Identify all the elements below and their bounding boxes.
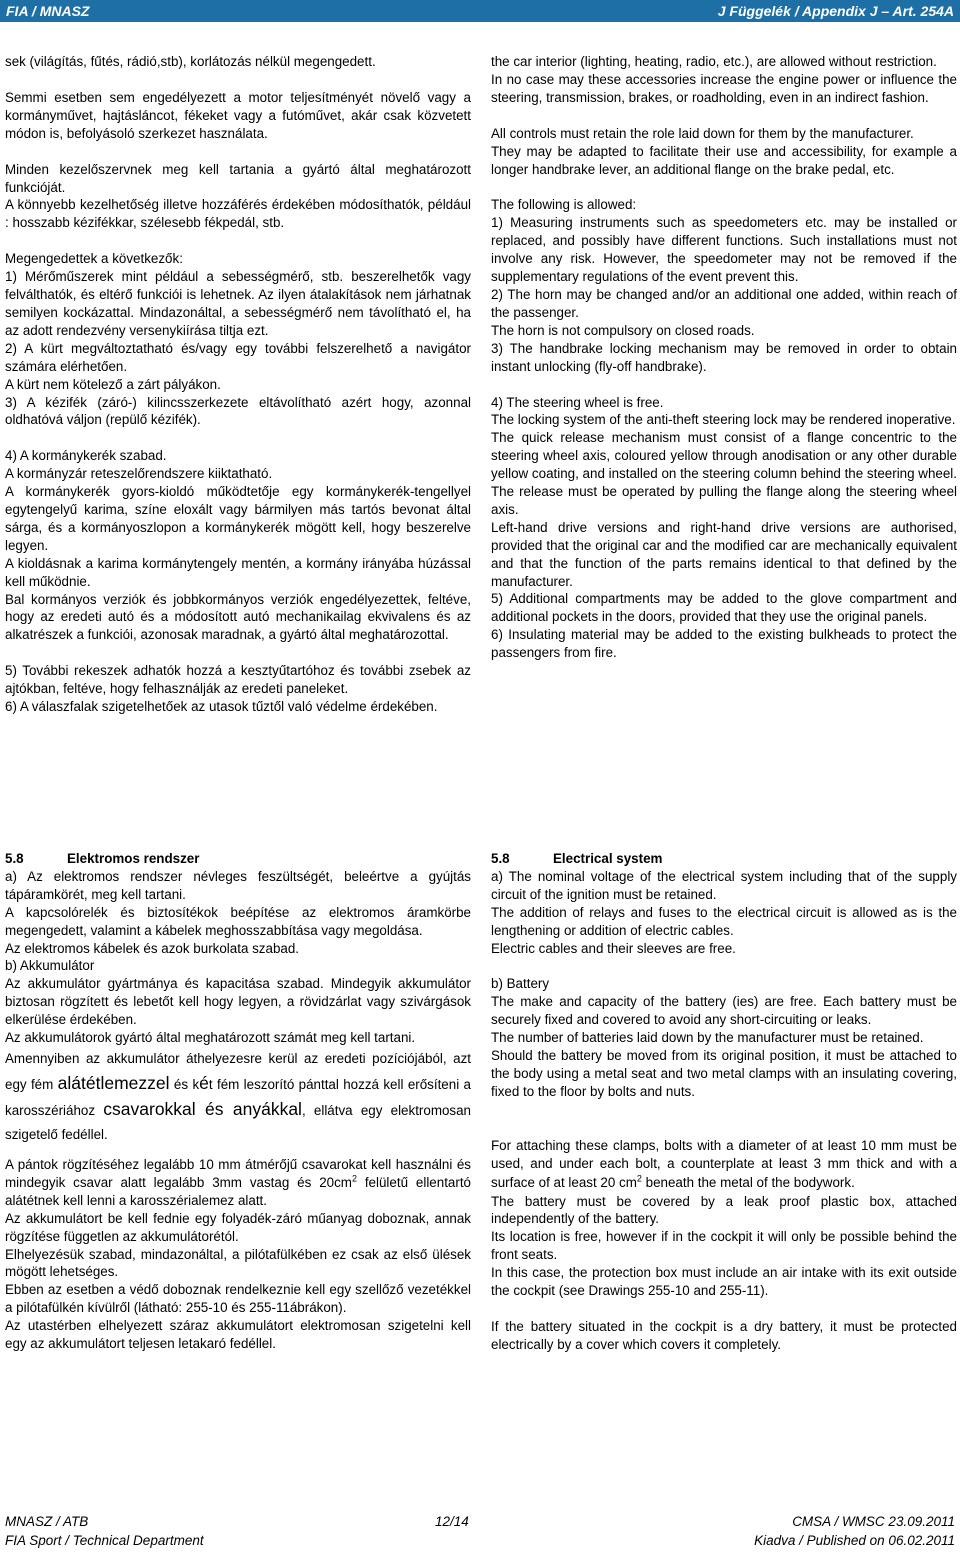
paragraph: Electric cables and their sleeves are free. [491, 940, 736, 956]
paragraph: Bal kormányos verziók és jobbkormányos verziók engedélyezettek, feltéve, hogy az eredeti autó és a módosított autó mechanikailag ekvivalens és az alkatrészek a funkciói, azonosak maradnak, a gyártó által meghatározottal. [5, 591, 471, 643]
paragraph: A kormányzár reteszelőrendszere kiiktatható. [5, 466, 273, 482]
section-heading: 5.8 Electrical system [491, 851, 663, 866]
paragraph: Az utastérben elhelyezett száraz akkumulátort elektromosan szigetelni kell egy az akkumulátort teljesen letakaró fedéllel. [5, 1318, 471, 1352]
paragraph: 2) The horn may be changed and/or an additional one added, within reach of the passenger. [491, 286, 957, 320]
paragraph: sek (világítás, fűtés, rádió,stb), korlátozás nélkül megengedett. [5, 54, 376, 69]
right-column-top [491, 53, 957, 662]
paragraph: b) Battery [491, 976, 550, 992]
paragraph: 1) Measuring instruments such as speedometers etc. may be installed or replaced, and possibly have different functions. Such installations must not involve any risk. However, the speedometer may not be removed if the supplementary regulations of the event prevent this. [491, 215, 957, 285]
paragraph: A kioldásnak a karima kormánytengely mentén, a kormány irányába húzással kell működnie. [5, 555, 471, 589]
header-right: J Függelék / Appendix J – Art. 254A [717, 3, 954, 19]
paragraph: All controls must retain the role laid down for them by the manufacturer. [491, 125, 914, 141]
paragraph: Ebben az esetben a védő doboznak rendelkeznie kell egy szellőző vezetékkel a pilótafülkén kívülről (látható: 255-10 és 255-11ábrákon). [5, 1282, 471, 1316]
paragraph: Az akkumulátor gyártmánya és kapacitása szabad. Mindegyik akkumulátor biztosan rögzített és lebetőt kell hogy legyen, a rövidzárlat vagy szivárgások elkerülése érdekében. [5, 976, 471, 1028]
paragraph: 5) További rekeszek adhatók hozzá a kesztyűtartóhoz és további zsebek az ajtókban, feltéve, hogy felhasználják az eredeti paneleket. [5, 663, 471, 697]
paragraph: 6) Insulating material may be added to the existing bulkheads to protect the passengers from fire. [491, 627, 957, 661]
paragraph: 4) The steering wheel is free. [491, 394, 664, 410]
paragraph: A pántok rögzítéséhez legalább 10 mm átmérőjű csavarokat kell használni és mindegyik csavar alatt legalább 3mm vastag és $20cm^2$ felületű ellentartó alátétnek kell lenni a karosszérialemez alatt. [5, 1156, 471, 1208]
paragraph: 2) A kürt megváltoztatható és/vagy egy további felszerelhető a navigátor számára elérhetően. [5, 340, 471, 374]
paragraph: The battery must be covered by a leak proof plastic box, attached independently of the battery. [491, 1193, 957, 1227]
paragraph: 3) A kézifék (záró-) kilincsszerkezete eltávolítható azért hogy, azonnal oldhatóvá váljon (repülő kézifék). [5, 394, 471, 428]
footer-left-2: FIA Sport / Technical Department [5, 1533, 204, 1548]
paragraph: Amennyiben az akkumulátor áthelyezesre kerül az eredeti pozíciójából, azt egy fém alátétlemezzel és két fém leszorító pánttal hozzá kell erősíteni a karosszériához csavarokkal és anyákkal, ellátva egy elektromosan szigetelő fedéllel. [5, 1050, 472, 1142]
paragraph: a) Az elektromos rendszer névleges feszültségét, beleértve a gyújtás tápáramkörét, meg kell tartani. [5, 868, 471, 902]
paragraph: A kapcsolórelék és biztosítékok beépítése az elektromos áramkörbe megengedett, valamint a kábelek meghosszabbítása vagy megoldása. [5, 904, 471, 938]
paragraph: In this case, the protection box must include an air intake with its exit outside the cockpit (see Drawings 255-10 and 255-11). [491, 1265, 957, 1299]
right-column-section-5-8 [491, 850, 957, 1354]
paragraph: A kürt nem kötelező a zárt pályákon. [5, 376, 221, 392]
paragraph: Megengedettek a következők: [5, 251, 183, 267]
left-column-top [5, 53, 471, 716]
paragraph: The release must be operated by pulling the flange along the steering wheel axis. [491, 484, 957, 517]
paragraph: If the battery situated in the cockpit is a dry battery, it must be protected electrically by a cover which covers it completely. [491, 1319, 957, 1352]
page-header [0, 0, 960, 22]
paragraph: A kormánykerék gyors-kioldó működtetője egy kormánykerék-tengellyel egytengelyű karima, színe eloxált vagy bármilyen más tartós bevonat által sárga, és a kormányoszlopon a kormánykerék mögött kell, hogy beszerelve legyen. [5, 484, 471, 553]
paragraph: A könnyebb kezelhetőség illetve hozzáférés érdekében módosíthatók, például : hosszabb kézifékkar, szélesebb fékpedál, stb. [5, 197, 471, 231]
paragraph: Az akkumulátorok gyártó által meghatározott számát meg kell tartani. [5, 1030, 416, 1046]
paragraph: Left-hand drive versions and right-hand drive versions are authorised, provided that the original car and the modified car are mechanically equivalent and that the function of the parts remains identical to that defined by the manufacturer. [491, 519, 957, 589]
paragraph: The locking system of the anti-theft steering lock may be rendered inoperative. [491, 412, 956, 428]
paragraph: the car interior (lighting, heating, radio, etc.), are allowed without restriction. [491, 54, 937, 69]
paragraph: The addition of relays and fuses to the electrical circuit is allowed as is the lengthening or addition of electric cables. [491, 904, 957, 938]
paragraph: a) The nominal voltage of the electrical system including that of the supply circuit of the ignition must be retained. [491, 868, 957, 902]
paragraph: Minden kezelőszervnek meg kell tartania a gyártó által meghatározott funkcióját. [5, 161, 471, 195]
paragraph: Az akkumulátort be kell fednie egy folyadék-záró műanyag doboznak, annak rögzítése független az akkumulátorétól. [5, 1210, 471, 1244]
footer-left-1: MNASZ / ATB [5, 1514, 89, 1529]
paragraph: Az elektromos kábelek és azok burkolata szabad. [5, 940, 300, 956]
paragraph: Elhelyezésük szabad, mindazonáltal, a pilótafülkében ez csak az első ülések mögött lehetséges. [5, 1246, 471, 1280]
footer-right-1: CMSA / WMSC 23.09.2011 [792, 1514, 955, 1529]
page-footer [5, 1512, 955, 1550]
paragraph: b) Akkumulátor [5, 958, 95, 974]
paragraph: 3) The handbrake locking mechanism may be removed in order to obtain instant unlocking (fly-off handbrake). [491, 340, 957, 374]
footer-right-2: Kiadva / Published on 06.02.2011 [754, 1533, 955, 1548]
paragraph: The horn is not compulsory on closed roads. [491, 322, 755, 338]
paragraph: The number of batteries laid down by the manufacturer must be retained. [491, 1030, 924, 1046]
paragraph: The following is allowed: [491, 197, 637, 213]
paragraph: They may be adapted to facilitate their use and accessibility, for example a longer handbrake lever, an additional flange on the brake pedal, etc. [491, 143, 957, 177]
left-column-section-5-8 [5, 850, 471, 1353]
paragraph: For attaching these clamps, bolts with a diameter of at least 10 mm must be used, and under each bolt, a counterplate at least 3 mm thick and with a surface of at least 20 $cm^2$ beneath the metal of the bodywork. [491, 1137, 957, 1190]
paragraph: The quick release mechanism must consist of a flange concentric to the steering wheel axis, coloured yellow through anodisation or any other durable yellow coating, and installed on the steering column behind the steering wheel. [491, 430, 957, 482]
section-heading: 5.8 Elektromos rendszer [5, 851, 200, 866]
paragraph: 6) A válaszfalak szigetelhetőek az utasok tűztől való védelme érdekében. [5, 699, 438, 715]
paragraph: The make and capacity of the battery (ies) are free. Each battery must be securely fixed and covered to avoid any short-circuiting or leaks. [491, 994, 957, 1028]
paragraph: 1) Mérőműszerek mint például a sebességmérő, stb. beszerelhetők vagy felválthatók, és eltérő funkciói is lehetnek. Az ilyen átalakítások nem járhatnak semilyen kockázattal. Mindazonáltal, a sebességmérő nem távolítható el, ha az adott rendezvény versenykiírása tiltja ezt. [5, 269, 471, 338]
paragraph: 4) A kormánykerék szabad. [5, 448, 167, 464]
paragraph: Semmi esetben sem engedélyezett a motor teljesítményét növelő vagy a kormányművet, hajtásláncot, fékeket vagy a futóművet, akár csak közvetett módon is, befolyásoló szerkezet használata. [5, 89, 471, 141]
paragraph: 5) Additional compartments may be added to the glove compartment and additional pockets in the doors, provided that they use the original panels. [491, 591, 957, 625]
page-number: 12/14 [435, 1514, 469, 1529]
paragraph: Should the battery be moved from its original position, it must be attached to the body using a metal seat and two metal clamps with an insulating covering, fixed to the floor by bolts and nuts. [491, 1048, 957, 1099]
paragraph: Its location is free, however if in the cockpit it will only be possible behind the front seats. [491, 1229, 957, 1263]
header-left: FIA / MNASZ [6, 3, 90, 19]
paragraph: In no case may these accessories increase the engine power or influence the steering, transmission, brakes, or roadholding, even in an indirect fashion. [491, 71, 957, 105]
